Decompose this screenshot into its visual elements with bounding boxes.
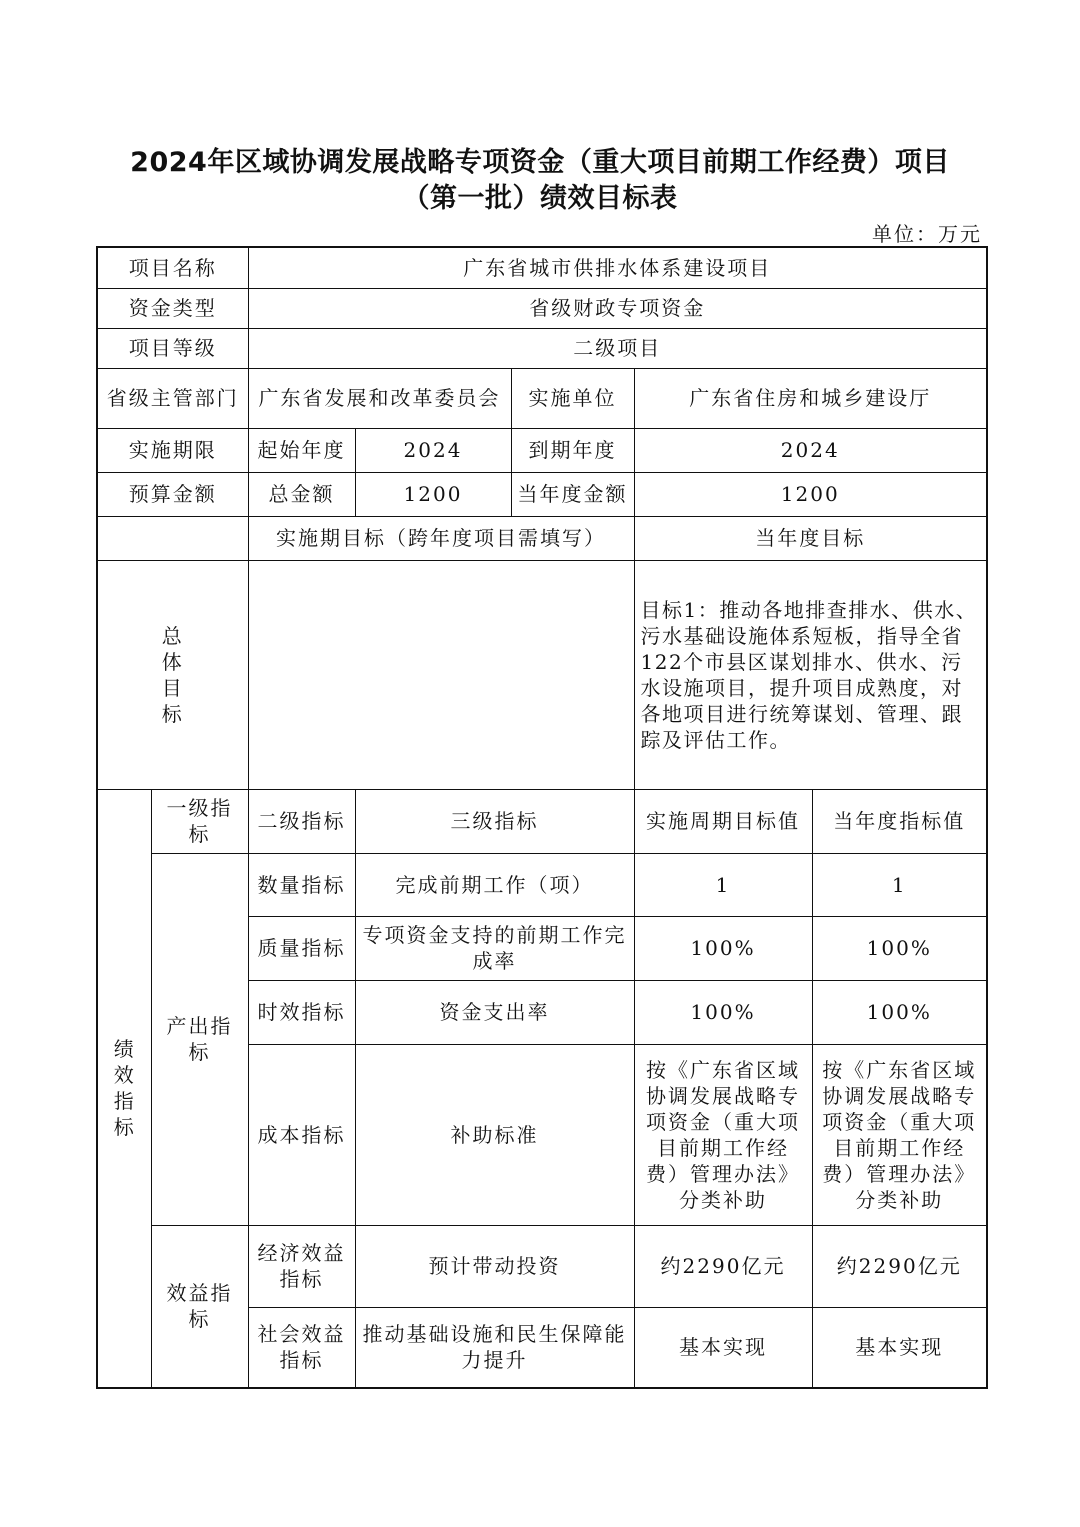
indicator-row [97, 1225, 987, 1307]
indicator-level3: 预计带动投资 [355, 1225, 634, 1307]
row-fund-type [97, 288, 987, 328]
output-indicator-label: 产出指标 [151, 853, 248, 1225]
impl-goal-value [248, 560, 634, 789]
fund-type-label: 资金类型 [97, 288, 248, 328]
indicator-level2: 经济效益指标 [248, 1225, 355, 1307]
indicator-level2: 成本指标 [248, 1044, 355, 1225]
indicator-year-value: 按《广东省区域协调发展战略专项资金（重大项目前期工作经费）管理办法》分类补助 [812, 1044, 987, 1225]
overall-goal-char: 总 [161, 623, 184, 648]
indicator-year-value: 基本实现 [812, 1307, 987, 1388]
page-title-line-2: （第一批）绩效目标表 [402, 183, 678, 214]
start-year-label: 起始年度 [248, 428, 355, 472]
fund-type-value: 省级财政专项资金 [248, 288, 987, 328]
end-year-label: 到期年度 [511, 428, 634, 472]
benefit-indicator-label: 效益指标 [151, 1225, 248, 1388]
indicator-period-value: 按《广东省区域协调发展战略专项资金（重大项目前期工作经费）管理办法》分类补助 [634, 1044, 812, 1225]
impl-goal-header: 实施期目标（跨年度项目需填写） [248, 516, 634, 560]
header-level2: 二级指标 [248, 789, 355, 853]
indicator-year-value: 100% [812, 980, 987, 1044]
overall-goal-label [97, 560, 248, 789]
indicator-level2: 社会效益指标 [248, 1307, 355, 1388]
page-title-line-1: 2024年区域协调发展战略专项资金（重大项目前期工作经费）项目 [130, 147, 950, 178]
current-goal-value: 目标1：推动各地排查排水、供水、污水基础设施体系短板，指导全省122个市县区谋划排水、供水、污水设施项目，提升项目成熟度，对各地项目进行统筹谋划、管理、跟踪及评估工作。 [634, 560, 987, 789]
overall-goal-char: 体 [161, 649, 184, 674]
indicator-level2: 时效指标 [248, 980, 355, 1044]
impl-unit-value: 广东省住房和城乡建设厅 [634, 368, 987, 428]
indicator-year-value: 1 [812, 853, 987, 916]
indicator-level3: 补助标准 [355, 1044, 634, 1225]
indicator-level3: 推动基础设施和民生保障能力提升 [355, 1307, 634, 1388]
header-level1: 一级指标 [151, 789, 248, 853]
project-level-label: 项目等级 [97, 328, 248, 368]
header-year-target: 当年度指标值 [812, 789, 987, 853]
indicator-level3: 资金支出率 [355, 980, 634, 1044]
dept-value: 广东省发展和改革委员会 [248, 368, 511, 428]
overall-goal-char: 标 [161, 701, 184, 726]
total-label: 总金额 [248, 472, 355, 516]
budget-label: 预算金额 [97, 472, 248, 516]
indicator-row [97, 853, 987, 916]
project-name-label: 项目名称 [97, 247, 248, 288]
row-budget [97, 472, 987, 516]
performance-indicator-label [97, 789, 151, 1388]
performance-target-table [96, 246, 988, 1389]
row-goal-headers [97, 516, 987, 560]
project-level-value: 二级项目 [248, 328, 987, 368]
unit-label: 单位：万元 [872, 222, 982, 246]
indicator-year-value: 约2290亿元 [812, 1225, 987, 1307]
row-department [97, 368, 987, 428]
row-project-name [97, 247, 987, 288]
project-name-value: 广东省城市供排水体系建设项目 [248, 247, 987, 288]
indicator-level3: 专项资金支持的前期工作完成率 [355, 916, 634, 980]
row-indicator-headers [97, 789, 987, 853]
indicator-level2: 质量指标 [248, 916, 355, 980]
dept-label: 省级主管部门 [97, 368, 248, 428]
goal-header-blank [97, 516, 248, 560]
indicator-period-value: 100% [634, 980, 812, 1044]
impl-unit-label: 实施单位 [511, 368, 634, 428]
indicator-period-value: 1 [634, 853, 812, 916]
indicator-level3: 完成前期工作（项） [355, 853, 634, 916]
current-amount-label: 当年度金额 [511, 472, 634, 516]
total-value: 1200 [355, 472, 511, 516]
row-overall-goal [97, 560, 987, 789]
start-year-value: 2024 [355, 428, 511, 472]
current-goal-header: 当年度目标 [634, 516, 987, 560]
row-period [97, 428, 987, 472]
end-year-value: 2024 [634, 428, 987, 472]
header-level3: 三级指标 [355, 789, 634, 853]
performance-indicator-text: 绩效指标 [113, 1037, 135, 1140]
indicator-period-value: 约2290亿元 [634, 1225, 812, 1307]
indicator-period-value: 100% [634, 916, 812, 980]
indicator-period-value: 基本实现 [634, 1307, 812, 1388]
period-label: 实施期限 [97, 428, 248, 472]
current-amount-value: 1200 [634, 472, 987, 516]
indicator-year-value: 100% [812, 916, 987, 980]
header-period-target: 实施周期目标值 [634, 789, 812, 853]
overall-goal-char: 目 [161, 675, 184, 700]
indicator-level2: 数量指标 [248, 853, 355, 916]
row-project-level [97, 328, 987, 368]
